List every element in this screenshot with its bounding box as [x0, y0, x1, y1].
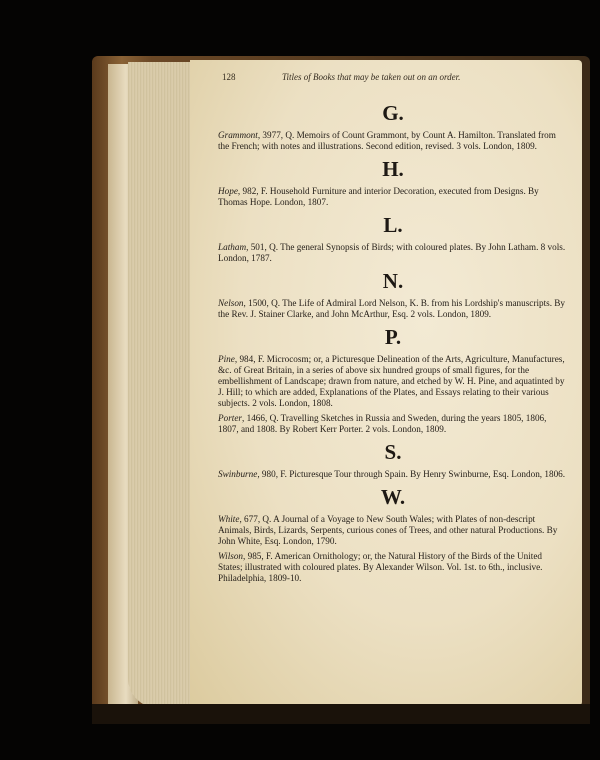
entry-reference: , 677, Q. [239, 514, 272, 524]
catalog-entry [218, 514, 568, 547]
entry-reference: , 1466, Q. [242, 413, 279, 423]
entry-reference: , 3977, Q. [257, 130, 295, 140]
catalog-entry [218, 186, 568, 208]
entry-text: A Journal of a Voyage to New South Wales; with Plates of non-descript Animals, Birds, Lizards, Serpents, curious cones of Trees, and other natural Productions. By John White, Esq. London, 1790. [218, 514, 558, 546]
entry-text: Household Furniture and interior Decoration, executed from Designs. By Thomas Hope. London, 1807. [218, 186, 539, 207]
catalog-section [218, 102, 568, 152]
entry-author: Wilson [218, 551, 244, 561]
entry-text: The general Synopsis of Birds; with coloured plates. By John Latham. 8 vols. London, 1787. [218, 242, 566, 263]
entry-text: American Ornithology; or, the Natural History of the Birds of the United States; illustrated with coloured plates. By Alexander Wilson. Vol. 1st. to 6th., inclusive. Philadelphia, 1809-10. [218, 551, 543, 583]
entry-text: Memoirs of Count Grammont, by Count A. Hamilton. Translated from the French; with notes and illustrations. Second edition, revised. 3 vols. London, 1809. [218, 130, 556, 151]
entry-reference: , 980, F. [257, 469, 287, 479]
page-stack-edges [128, 62, 198, 708]
entry-author: Grammont [218, 130, 258, 140]
catalog-section [218, 270, 568, 320]
section-letter: S. [384, 440, 402, 464]
catalog-entry [218, 413, 568, 435]
section-letter: P. [384, 325, 402, 349]
binding-bottom-shadow [92, 704, 590, 724]
catalog-section [218, 326, 568, 435]
section-letter: L. [383, 213, 403, 237]
catalog-section [218, 214, 568, 264]
catalog-entry [218, 242, 568, 264]
catalog-entry [218, 354, 568, 409]
entry-author: Swinburne [218, 469, 258, 479]
entry-author: Latham [218, 242, 247, 252]
entry-author: White [218, 514, 240, 524]
catalog-entry [218, 469, 568, 480]
entry-author: Nelson [218, 298, 244, 308]
page-number: 128 [222, 72, 236, 82]
catalog-section [218, 441, 568, 480]
catalog-entry [218, 298, 568, 320]
entry-author: Porter [218, 413, 242, 423]
running-title: Titles of Books that may be taken out on an order. [282, 72, 461, 82]
catalog-entry [218, 551, 568, 584]
entry-reference: , 982, F. [237, 186, 268, 196]
section-letter: N. [382, 269, 404, 293]
catalog-entry [218, 130, 568, 152]
entry-reference: , 984, F. [234, 354, 265, 364]
entry-text: Travelling Sketches in Russia and Sweden, during the years 1805, 1806, 1807, and 1808. By Robert Kerr Porter. 2 vols. London, 1809. [218, 413, 547, 434]
section-letter: H. [382, 157, 404, 181]
catalog-section [218, 158, 568, 208]
catalog-section [218, 486, 568, 584]
entry-reference: , 1500, Q. [243, 298, 281, 308]
entry-author: Pine [218, 354, 235, 364]
entry-reference: , 985, F. [243, 551, 273, 561]
entry-reference: , 501, Q. [246, 242, 278, 252]
entry-text: Microcosm; or, a Picturesque Delineation of the Arts, Agriculture, Manufactures, &c. of Great Britain, in a series of above six hundred groups of small figures, for the embellishment of Landscape; drawn from nature, and etched by W. H. Pine, and aquatinted by J. Hill; to which are added, Explanations of the Plates, and Essays relating to their various subjects. 2 vols. London, 1808. [218, 354, 565, 408]
entry-author: Hope [218, 186, 238, 196]
section-letter: G. [382, 101, 404, 125]
entry-text: The Life of Admiral Lord Nelson, K. B. from his Lordship's manuscripts. By the Rev. J. Stainer Clarke, and John McArthur, Esq. 2 vols. London, 1809. [218, 298, 566, 319]
catalog-content [218, 96, 568, 588]
entry-text: Picturesque Tour through Spain. By Henry Swinburne, Esq. London, 1806. [289, 469, 566, 479]
section-letter: W. [380, 485, 406, 509]
